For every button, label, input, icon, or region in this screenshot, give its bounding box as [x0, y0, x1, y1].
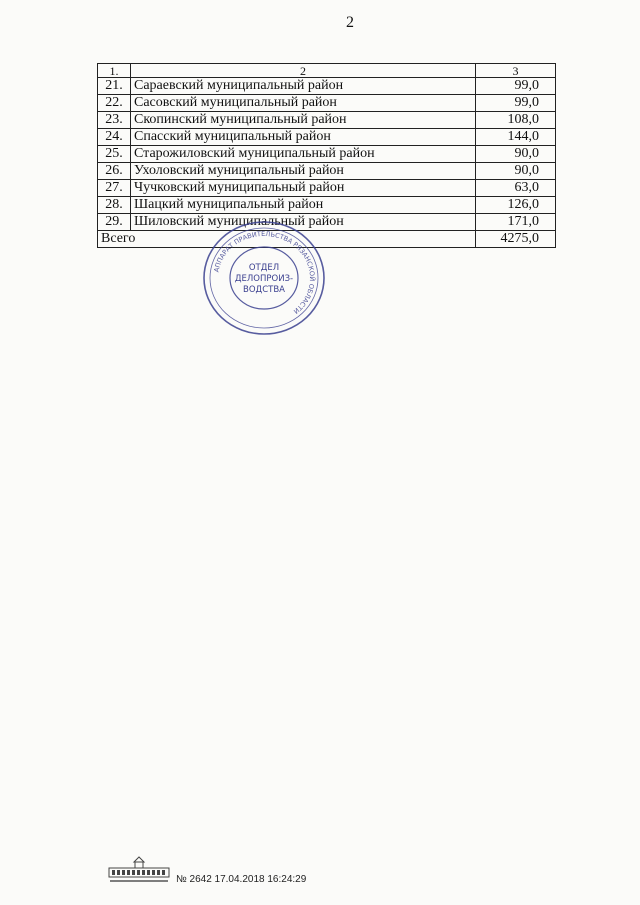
amount-cell: 90,0 — [476, 163, 556, 180]
table-row — [98, 95, 556, 112]
row-number-cell: 29. — [98, 214, 131, 231]
registration-stamp: № 2642 17.04.2018 16:24:29 — [176, 874, 307, 885]
row-number-cell: 24. — [98, 129, 131, 146]
seal-ring-text: АППАРАТ ПРАВИТЕЛЬСТВА РЯЗАНСКОЙ ОБЛАСТИ — [212, 229, 317, 316]
district-name-cell: Спасский муниципальный район — [131, 129, 476, 146]
row-number-cell: 27. — [98, 180, 131, 197]
header-cell-number: 1. — [98, 64, 131, 78]
district-name-cell: Ухоловский муниципальный район — [131, 163, 476, 180]
district-name-cell: Скопинский муниципальный район — [131, 112, 476, 129]
row-number-cell: 25. — [98, 146, 131, 163]
office-seal-stamp — [200, 218, 328, 338]
amount-cell: 126,0 — [476, 197, 556, 214]
header-cell-name: 2 — [131, 64, 476, 78]
amount-cell: 108,0 — [476, 112, 556, 129]
row-number-cell: 22. — [98, 95, 131, 112]
row-number-cell: 26. — [98, 163, 131, 180]
seal-icon — [200, 218, 328, 338]
total-amount: 4275,0 — [476, 231, 556, 248]
table-row — [98, 146, 556, 163]
table-row — [98, 197, 556, 214]
total-label: Всего — [98, 231, 476, 248]
row-number-cell: 23. — [98, 112, 131, 129]
table-row — [98, 112, 556, 129]
amount-cell: 99,0 — [476, 78, 556, 95]
header-cell-value: 3 — [476, 64, 556, 78]
row-number-cell: 28. — [98, 197, 131, 214]
seal-center-text: ВОДСТВА — [243, 285, 285, 295]
electronic-document-logo — [108, 856, 170, 884]
row-number-cell: 21. — [98, 78, 131, 95]
district-name-cell: Шиловский муниципальный район — [131, 214, 476, 231]
page-number: 2 — [346, 14, 354, 31]
table-row — [98, 180, 556, 197]
district-name-cell: Шацкий муниципальный район — [131, 197, 476, 214]
district-name-cell: Сараевский муниципальный район — [131, 78, 476, 95]
table-header-row — [98, 64, 556, 78]
amount-cell: 90,0 — [476, 146, 556, 163]
district-name-cell: Старожиловский муниципальный район — [131, 146, 476, 163]
district-name-cell: Сасовский муниципальный район — [131, 95, 476, 112]
table-row — [98, 129, 556, 146]
table-row — [98, 163, 556, 180]
district-name-cell: Чучковский муниципальный район — [131, 180, 476, 197]
seal-center-text: ОТДЕЛ — [248, 263, 280, 273]
amount-cell: 63,0 — [476, 180, 556, 197]
amount-cell: 171,0 — [476, 214, 556, 231]
table-row — [98, 78, 556, 95]
amount-cell: 144,0 — [476, 129, 556, 146]
amount-cell: 99,0 — [476, 95, 556, 112]
document-system-logo-icon — [108, 856, 170, 884]
seal-center-text: ДЕЛОПРОИЗ- — [234, 274, 294, 284]
